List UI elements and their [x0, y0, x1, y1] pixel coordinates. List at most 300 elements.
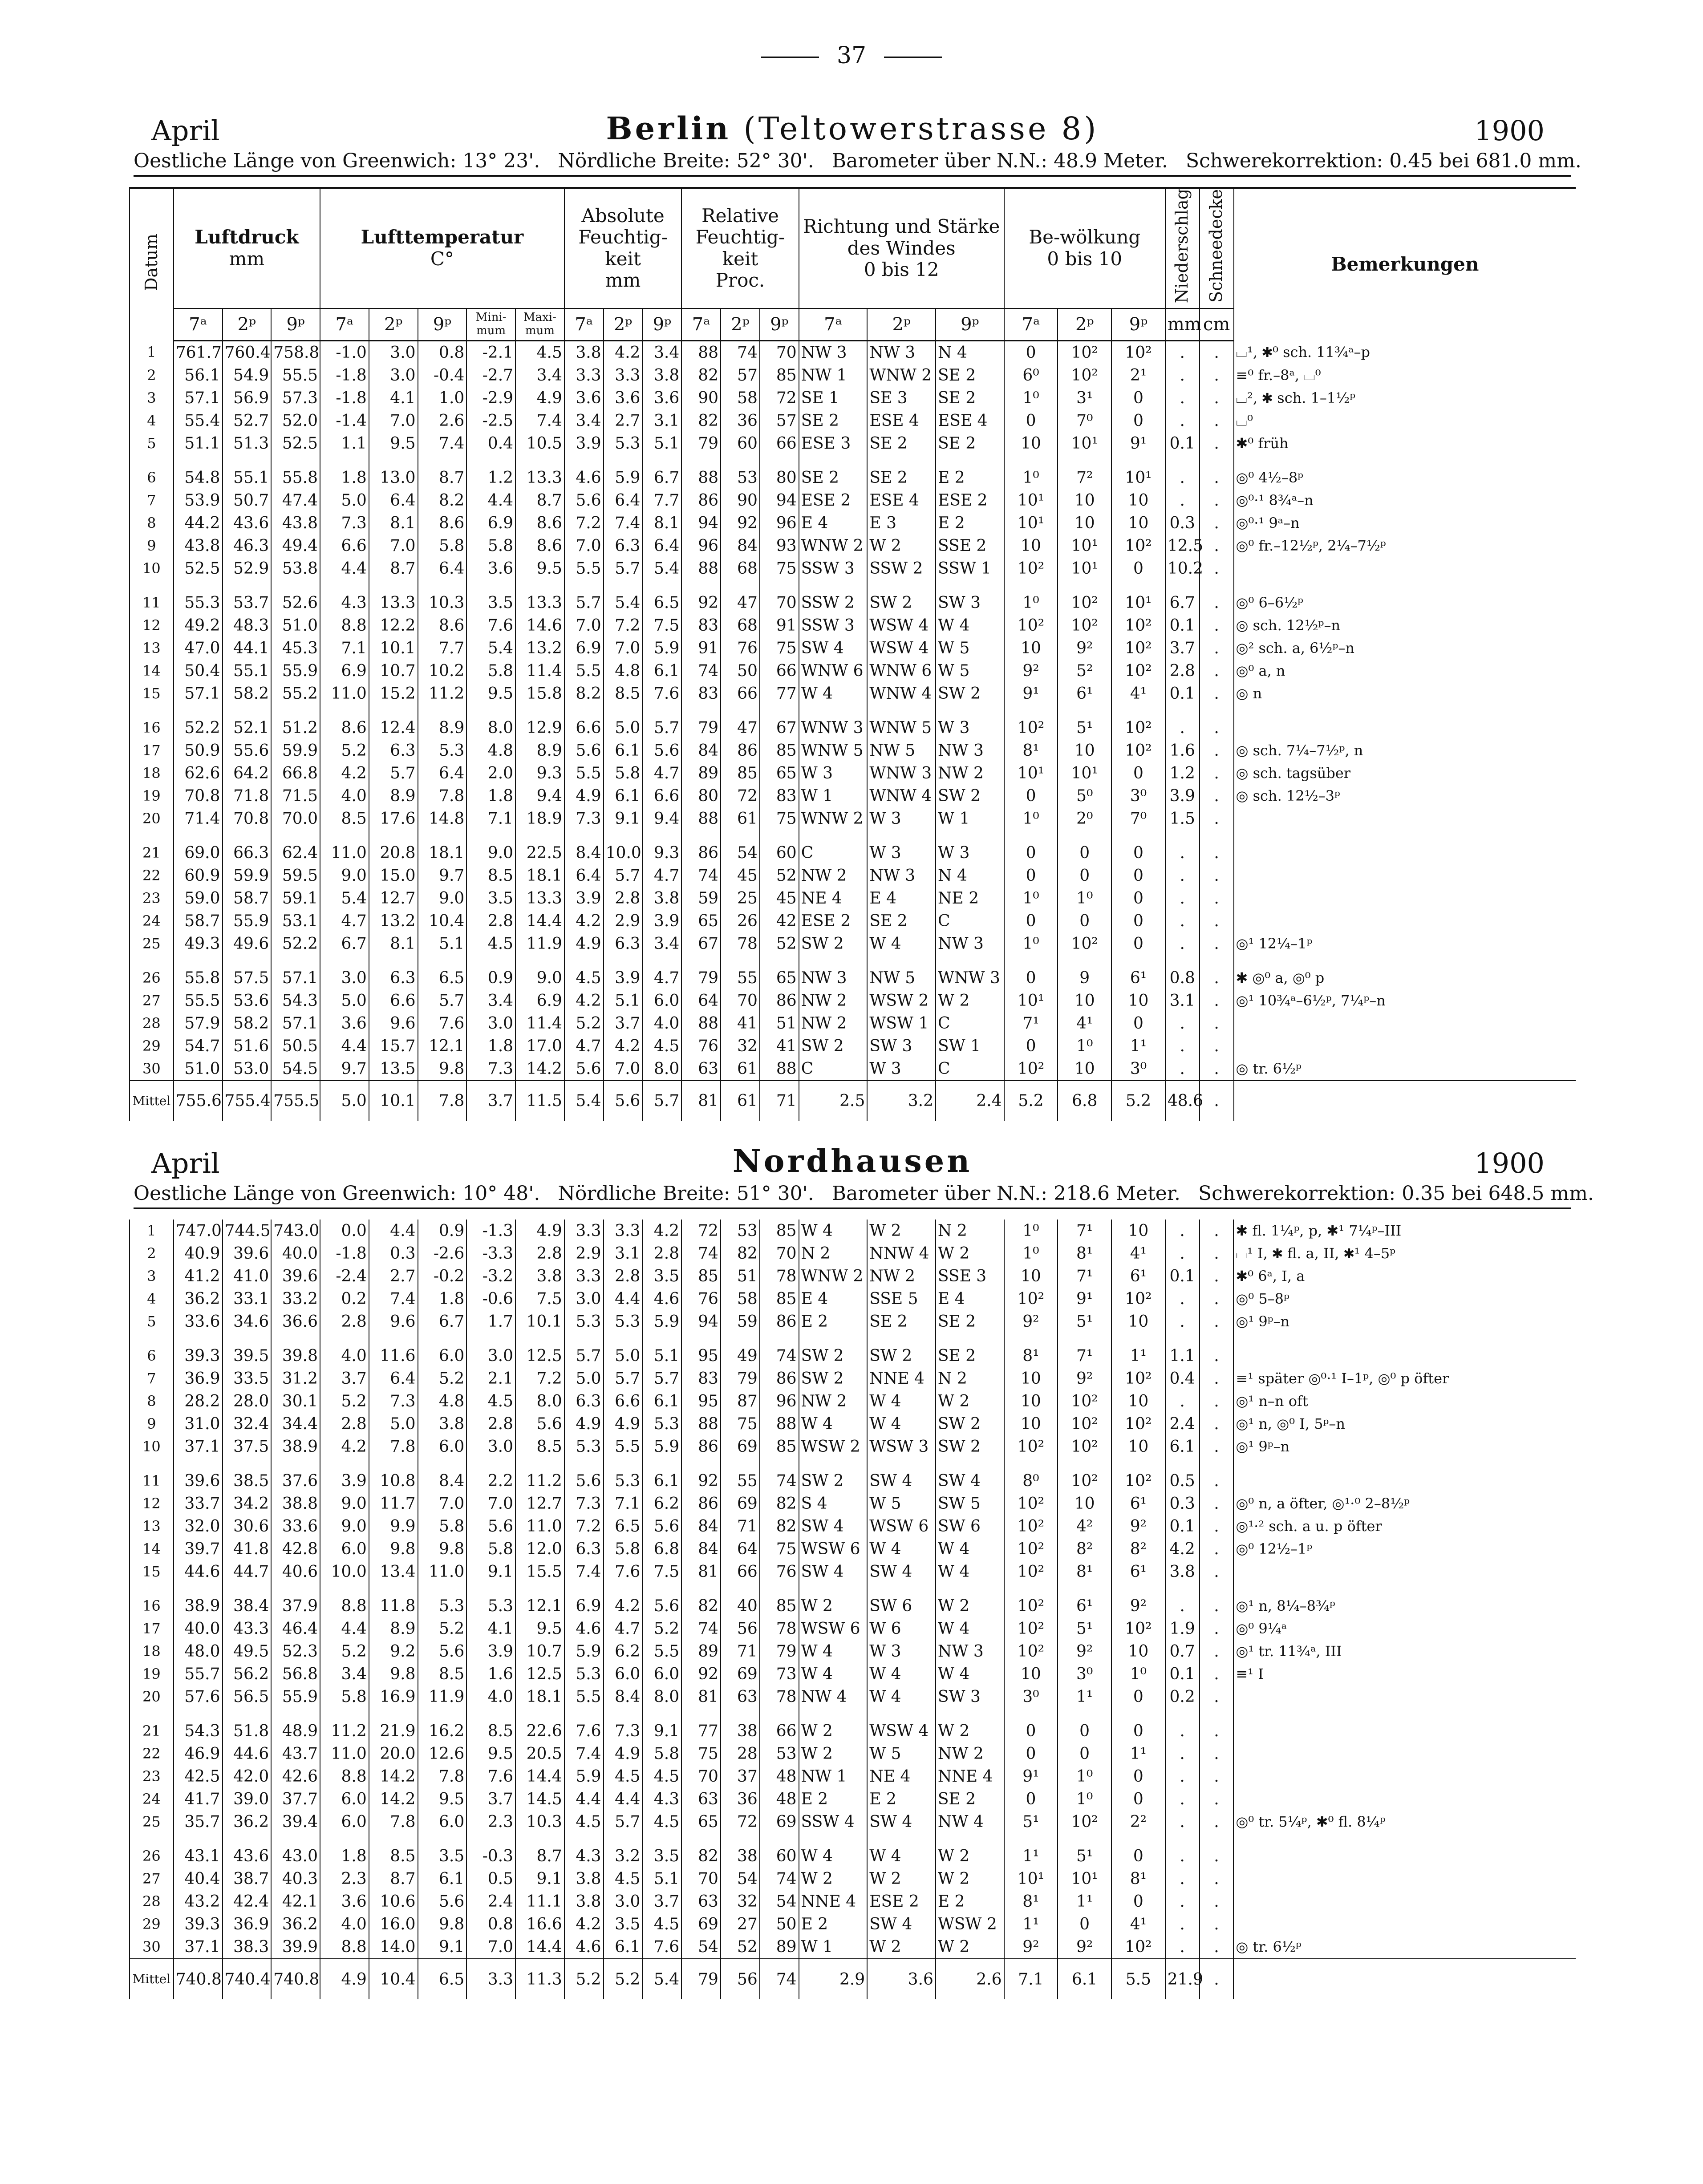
cell-r9: 78	[760, 1617, 799, 1640]
cell-t2: 8.7	[369, 1868, 418, 1890]
cell-c7: 0	[1004, 409, 1058, 432]
cell-w9: WSW 2	[936, 1913, 1004, 1936]
cell-p2: 42.4	[223, 1890, 272, 1913]
table-row	[130, 1458, 1576, 1492]
cell-t2: 3.0	[369, 364, 418, 387]
cell-precip: 2.4	[1165, 1413, 1200, 1435]
col-cloud-7a: 7ᵃ	[1004, 308, 1058, 341]
lufttemperatur-header	[320, 188, 564, 308]
cell-a7: 6.6	[564, 705, 604, 739]
cell-t7: -1.0	[320, 340, 369, 364]
cell-precip: .	[1165, 1012, 1200, 1035]
cell-tmin: -2.5	[466, 409, 515, 432]
cell-a2: 8.5	[604, 682, 643, 705]
cell-c2: 10²	[1058, 364, 1111, 387]
cell-p7: 54.7	[174, 1035, 223, 1058]
cell-t7: 9.0	[320, 1515, 369, 1538]
cell-t7: 8.5	[320, 807, 369, 830]
cell-a7: 5.9	[564, 1640, 604, 1663]
cell-a9: 8.0	[642, 1058, 681, 1081]
cell-r7: 83	[681, 682, 721, 705]
cell-p9: 33.6	[271, 1515, 320, 1538]
cell-t7: 5.8	[320, 1686, 369, 1708]
rel-feucht-label: Relative Feuchtig-keit	[695, 205, 785, 270]
cell-tmax: 11.1	[515, 1890, 564, 1913]
nordhausen-longitude: Oestliche Länge von Greenwich: 10° 48'.	[134, 1182, 540, 1205]
cell-c9: 10²	[1111, 1413, 1165, 1435]
page-number-rule-left	[761, 57, 819, 58]
cell-tmax: 8.5	[515, 1435, 564, 1458]
cell-c9: 0	[1111, 1890, 1165, 1913]
cell-a2: 3.5	[604, 1913, 643, 1936]
cell-tmax: 11.0	[515, 1515, 564, 1538]
cell-t9: 6.7	[418, 1310, 467, 1333]
cell-remark: ◎¹ 9ᵖ–n	[1233, 1435, 1576, 1458]
col-wind-2p: 2ᵖ	[867, 308, 936, 341]
cell-c9: 0	[1111, 864, 1165, 887]
cell-a2: 5.7	[604, 1367, 643, 1390]
cell-t9: 10.2	[418, 660, 467, 682]
cell-w2: W 2	[867, 1220, 936, 1242]
cell-tmin: 7.0	[466, 1492, 515, 1515]
cell-p9: 755.5	[271, 1081, 320, 1121]
cell-remark: ◎ n	[1234, 682, 1576, 705]
cell-snow: .	[1200, 1663, 1234, 1686]
cell-w2: 3.6	[867, 1959, 936, 1999]
cell-p9: 62.4	[271, 830, 320, 864]
cell-t7: 4.7	[320, 910, 369, 932]
cell-p2: 38.3	[223, 1936, 272, 1959]
cell-remark: ⌴², ✱ sch. 1–1½ᵖ	[1234, 387, 1576, 409]
cell-snow: .	[1200, 1936, 1234, 1959]
cell-tmin: 7.1	[466, 807, 515, 830]
cell-r2: 61	[721, 807, 760, 830]
cell-c9: 4¹	[1111, 1242, 1165, 1265]
col-rel-2p: 2ᵖ	[721, 308, 760, 341]
cell-precip: .	[1165, 1220, 1200, 1242]
cell-c2: 10	[1058, 739, 1111, 762]
cell-a9: 5.9	[642, 1310, 681, 1333]
cell-tmin: 1.7	[466, 1310, 515, 1333]
cell-a9: 5.4	[642, 1959, 681, 1999]
table-row	[130, 955, 1576, 989]
cell-c2: 10	[1058, 1492, 1111, 1515]
cell-c7: 10²	[1004, 1640, 1058, 1663]
cell-a9: 6.5	[642, 580, 681, 614]
page-number-rule-right	[884, 57, 942, 58]
cell-precip: 1.1	[1165, 1333, 1200, 1367]
cell-w9: NW 3	[936, 1640, 1004, 1663]
cell-p2: 52.1	[223, 705, 272, 739]
cell-p9: 66.8	[271, 762, 320, 785]
cell-a7: 8.2	[564, 682, 604, 705]
cell-r7: 65	[681, 910, 721, 932]
cell-w2: W 4	[867, 1413, 936, 1435]
cell-r2: 38	[721, 1708, 760, 1742]
cell-snow: .	[1200, 1012, 1234, 1035]
cell-r9: 86	[760, 1367, 799, 1390]
cell-t7: 11.2	[320, 1708, 369, 1742]
cell-w7: SW 2	[799, 932, 868, 955]
cell-w2: ESE 4	[867, 489, 936, 512]
cell-c7: 1⁰	[1004, 387, 1058, 409]
cell-c7: 8¹	[1004, 1333, 1058, 1367]
table-row	[130, 762, 1576, 785]
cell-w2: SW 2	[867, 580, 936, 614]
cell-c9: 6¹	[1111, 1492, 1165, 1515]
cell-p9: 52.2	[271, 932, 320, 955]
cell-r2: 53	[721, 1220, 760, 1242]
cell-w7: E 2	[799, 1310, 868, 1333]
cell-day: 4	[130, 1288, 174, 1310]
cell-r9: 69	[760, 1811, 799, 1833]
cell-w9: W 2	[936, 1936, 1004, 1959]
cell-p7: 31.0	[174, 1413, 223, 1435]
cell-r9: 82	[760, 1515, 799, 1538]
cell-precip: 0.7	[1165, 1640, 1200, 1663]
cell-r2: 75	[721, 1413, 760, 1435]
cell-a9: 5.6	[642, 1583, 681, 1617]
cell-r7: 54	[681, 1936, 721, 1959]
cell-w2: NW 2	[867, 1265, 936, 1288]
cell-c9: 0	[1111, 1788, 1165, 1811]
cell-r7: 65	[681, 1811, 721, 1833]
table-row	[130, 785, 1576, 807]
cell-t2: 10.8	[369, 1458, 418, 1492]
cell-precip: 0.1	[1165, 1515, 1200, 1538]
cell-t2: 21.9	[369, 1708, 418, 1742]
cell-a9: 7.6	[642, 682, 681, 705]
cell-p7: 70.8	[174, 785, 223, 807]
cell-t9: 6.4	[418, 557, 467, 580]
cell-tmin: 4.4	[466, 489, 515, 512]
cell-r9: 94	[760, 489, 799, 512]
cell-day: 28	[130, 1012, 174, 1035]
cell-t2: 5.7	[369, 762, 418, 785]
cell-r9: 85	[760, 1288, 799, 1310]
cell-a2: 3.3	[604, 1220, 643, 1242]
cell-t2: 8.7	[369, 557, 418, 580]
cell-p7: 53.9	[174, 489, 223, 512]
cell-day: 17	[130, 739, 174, 762]
cell-w9: N 4	[936, 864, 1004, 887]
cell-tmax: 15.5	[515, 1560, 564, 1583]
cell-a2: 5.7	[604, 864, 643, 887]
cell-precip: .	[1165, 1310, 1200, 1333]
cell-c2: 10²	[1058, 1811, 1111, 1833]
cell-tmin: 5.8	[466, 535, 515, 557]
cell-w7: W 1	[799, 785, 868, 807]
cell-precip: .	[1165, 340, 1200, 364]
cell-a2: 5.2	[604, 1959, 643, 1999]
cell-c7: 1⁰	[1004, 1242, 1058, 1265]
cell-c7: 5.2	[1004, 1081, 1058, 1121]
col-temp-7a: 7ᵃ	[320, 308, 369, 341]
cell-p2: 43.3	[223, 1617, 272, 1640]
cell-t2: 4.4	[369, 1220, 418, 1242]
cell-p7: 41.2	[174, 1265, 223, 1288]
cell-w2: WSW 4	[867, 1708, 936, 1742]
cell-tmin: 4.8	[466, 739, 515, 762]
cell-p2: 744.5	[223, 1220, 272, 1242]
cell-p7: 39.3	[174, 1333, 223, 1367]
cell-t2: 8.9	[369, 1617, 418, 1640]
cell-t7: 3.7	[320, 1367, 369, 1390]
cell-a9: 5.1	[642, 432, 681, 455]
cell-c7: 1⁰	[1004, 580, 1058, 614]
cell-r2: 60	[721, 432, 760, 455]
cell-tmin: 5.8	[466, 660, 515, 682]
cell-tmin: 7.6	[466, 614, 515, 637]
cell-w2: WSW 4	[867, 614, 936, 637]
cell-a2: 2.8	[604, 1265, 643, 1288]
cell-c9: 10	[1111, 989, 1165, 1012]
bewoelkung-header	[1004, 188, 1165, 308]
cell-precip: .	[1165, 705, 1200, 739]
cell-r2: 36	[721, 1788, 760, 1811]
cell-p9: 743.0	[271, 1220, 320, 1242]
cell-p7: 747.0	[174, 1220, 223, 1242]
cell-a2: 4.5	[604, 1765, 643, 1788]
cell-r9: 66	[760, 660, 799, 682]
cell-a7: 3.8	[564, 340, 604, 364]
cell-w7: W 4	[799, 1413, 868, 1435]
cell-t9: 8.2	[418, 489, 467, 512]
cell-c2: 6¹	[1058, 1583, 1111, 1617]
col-temp-min: Mini-mum	[466, 308, 515, 341]
cell-precip: .	[1165, 1811, 1200, 1833]
cell-t7: 6.7	[320, 932, 369, 955]
cell-w7: WNW 2	[799, 1265, 868, 1288]
cell-remark: ✱⁰ früh	[1234, 432, 1576, 455]
cell-c7: 10	[1004, 1390, 1058, 1413]
cell-tmax: 4.9	[515, 1220, 564, 1242]
cell-a9: 5.7	[642, 705, 681, 739]
cell-t2: 12.4	[369, 705, 418, 739]
cell-r7: 92	[681, 580, 721, 614]
cell-day: 11	[130, 1458, 174, 1492]
cell-w2: W 6	[867, 1617, 936, 1640]
cell-a7: 7.4	[564, 1742, 604, 1765]
cell-snow: .	[1200, 989, 1234, 1012]
cell-a9: 6.7	[642, 455, 681, 489]
cell-t9: 5.6	[418, 1890, 467, 1913]
cell-a9: 3.4	[642, 340, 681, 364]
cell-r9: 53	[760, 1742, 799, 1765]
cell-w9: NW 3	[936, 932, 1004, 955]
cell-t9: 16.2	[418, 1708, 467, 1742]
cell-r7: 84	[681, 1538, 721, 1560]
table-row	[130, 1663, 1576, 1686]
cell-p9: 51.0	[271, 614, 320, 637]
cell-c9: 0	[1111, 830, 1165, 864]
cell-tmin: 1.8	[466, 785, 515, 807]
cell-remark	[1234, 807, 1576, 830]
table-row	[130, 1868, 1576, 1890]
cell-a9: 6.6	[642, 785, 681, 807]
cell-c2: 10²	[1058, 932, 1111, 955]
cell-c9: 5.2	[1111, 1081, 1165, 1121]
cell-r9: 85	[760, 1583, 799, 1617]
cell-c7: 10²	[1004, 1617, 1058, 1640]
cell-p9: 46.4	[271, 1617, 320, 1640]
cell-r9: 41	[760, 1035, 799, 1058]
table-row	[130, 1788, 1576, 1811]
cell-day: 30	[130, 1936, 174, 1959]
cell-t7: 2.3	[320, 1868, 369, 1890]
cell-w9: SW 4	[936, 1458, 1004, 1492]
cell-t7: 9.7	[320, 1058, 369, 1081]
cell-c9: 2²	[1111, 1811, 1165, 1833]
cell-w2: W 3	[867, 830, 936, 864]
cell-a9: 8.1	[642, 512, 681, 535]
cell-t9: 11.2	[418, 682, 467, 705]
cell-a2: 4.2	[604, 340, 643, 364]
cell-p9: 39.8	[271, 1333, 320, 1367]
cell-remark	[1234, 1012, 1576, 1035]
cell-tmax: 13.3	[515, 455, 564, 489]
cell-p2: 755.4	[223, 1081, 272, 1121]
cell-p2: 51.8	[223, 1708, 272, 1742]
cell-w7: SW 2	[799, 1035, 868, 1058]
cell-r7: 94	[681, 1310, 721, 1333]
cell-c2: 8¹	[1058, 1560, 1111, 1583]
cell-p9: 54.3	[271, 989, 320, 1012]
berlin-year: 1900	[1474, 114, 1545, 147]
cell-snow: .	[1200, 1686, 1234, 1708]
cell-c7: 6⁰	[1004, 364, 1058, 387]
cell-a7: 4.7	[564, 1035, 604, 1058]
cell-tmin: 2.8	[466, 1413, 515, 1435]
cell-precip: 21.9	[1165, 1959, 1200, 1999]
cell-p2: 54.9	[223, 364, 272, 387]
cell-tmin: 7.0	[466, 1936, 515, 1959]
cell-a2: 4.4	[604, 1288, 643, 1310]
cell-w2: NW 3	[867, 864, 936, 887]
cell-p2: 46.3	[223, 535, 272, 557]
cell-r7: 88	[681, 807, 721, 830]
cell-remark: ◎² sch. a, 6½ᵖ–n	[1234, 637, 1576, 660]
cell-w7: WNW 2	[799, 807, 868, 830]
cell-tmax: 2.8	[515, 1242, 564, 1265]
cell-r9: 70	[760, 1242, 799, 1265]
cell-p7: 39.6	[174, 1458, 223, 1492]
cell-c9: 10²	[1111, 1617, 1165, 1640]
cell-day: 14	[130, 660, 174, 682]
cell-c9: 7⁰	[1111, 807, 1165, 830]
cell-w9: SW 3	[936, 580, 1004, 614]
cell-a7: 2.9	[564, 1242, 604, 1265]
col-cloud-9p: 9ᵖ	[1111, 308, 1165, 341]
cell-t7: 5.0	[320, 489, 369, 512]
cell-p9: 70.0	[271, 807, 320, 830]
cell-a7: 5.9	[564, 1765, 604, 1788]
cell-t7: 3.9	[320, 1458, 369, 1492]
cell-a7: 7.6	[564, 1708, 604, 1742]
cell-r2: 87	[721, 1390, 760, 1413]
cell-p2: 34.6	[223, 1310, 272, 1333]
cell-w7: 2.9	[799, 1959, 868, 1999]
cell-t2: 14.2	[369, 1788, 418, 1811]
cell-day: 30	[130, 1058, 174, 1081]
cell-t9: 5.7	[418, 989, 467, 1012]
cell-w9: NW 2	[936, 1742, 1004, 1765]
cell-p9: 48.9	[271, 1708, 320, 1742]
cell-p9: 37.6	[271, 1458, 320, 1492]
cell-tmax: 4.5	[515, 340, 564, 364]
cell-c9: 10²	[1111, 739, 1165, 762]
cell-w7: NW 4	[799, 1686, 868, 1708]
cell-c9: 10²	[1111, 614, 1165, 637]
cell-remark	[1233, 1458, 1576, 1492]
cell-r9: 85	[760, 364, 799, 387]
cell-remark: ◎ sch. tagsüber	[1234, 762, 1576, 785]
cell-c9: 0	[1111, 762, 1165, 785]
nordhausen-month: April	[151, 1147, 220, 1179]
cell-tmax: 14.5	[515, 1788, 564, 1811]
cell-t7: 3.6	[320, 1890, 369, 1913]
cell-t2: 7.0	[369, 409, 418, 432]
cell-p7: 46.9	[174, 1742, 223, 1765]
cell-tmin: 7.6	[466, 1765, 515, 1788]
cell-p2: 52.7	[223, 409, 272, 432]
cell-w2: WSW 4	[867, 637, 936, 660]
cell-remark	[1233, 1788, 1576, 1811]
cell-a7: 5.3	[564, 1663, 604, 1686]
cell-a9: 6.2	[642, 1492, 681, 1515]
cell-a2: 4.4	[604, 1788, 643, 1811]
cell-c7: 0	[1004, 1035, 1058, 1058]
cell-tmin: 9.5	[466, 682, 515, 705]
cell-a9: 6.1	[642, 660, 681, 682]
cell-c9: 10²	[1111, 637, 1165, 660]
cell-remark	[1234, 864, 1576, 887]
cell-r9: 48	[760, 1765, 799, 1788]
cell-p7: 52.5	[174, 557, 223, 580]
cell-r7: 72	[681, 1220, 721, 1242]
cell-precip: 3.1	[1165, 989, 1200, 1012]
table-row	[130, 1538, 1576, 1560]
cell-c7: 10	[1004, 1663, 1058, 1686]
cell-t7: 4.0	[320, 1333, 369, 1367]
cell-p7: 44.2	[174, 512, 223, 535]
cell-w2: W 4	[867, 1663, 936, 1686]
cell-r9: 71	[760, 1081, 799, 1121]
cell-p9: 39.9	[271, 1936, 320, 1959]
cell-remark: ◎⁰ tr. 5¼ᵖ, ✱⁰ fl. 8¼ᵖ	[1233, 1811, 1576, 1833]
cell-r9: 82	[760, 1492, 799, 1515]
table-row	[130, 1640, 1576, 1663]
cell-tmax: 11.4	[515, 1012, 564, 1035]
cell-w2: SE 2	[867, 1310, 936, 1333]
cell-r2: 70	[721, 989, 760, 1012]
cell-p7: 55.8	[174, 955, 223, 989]
cell-p7: 50.4	[174, 660, 223, 682]
cell-p9: 43.7	[271, 1742, 320, 1765]
cell-t2: 7.8	[369, 1811, 418, 1833]
table-row	[130, 932, 1576, 955]
cell-a9: 5.7	[642, 1367, 681, 1390]
cell-r9: 51	[760, 1012, 799, 1035]
cell-remark: ◎¹·² sch. a u. p öfter	[1233, 1515, 1576, 1538]
cell-w2: E 2	[867, 1788, 936, 1811]
cell-tmin: 3.5	[466, 887, 515, 910]
table-row	[130, 1242, 1576, 1265]
cell-precip: 3.8	[1165, 1560, 1200, 1583]
cell-c2: 10²	[1058, 580, 1111, 614]
cell-p7: 57.9	[174, 1012, 223, 1035]
cell-w2: WNW 5	[867, 705, 936, 739]
